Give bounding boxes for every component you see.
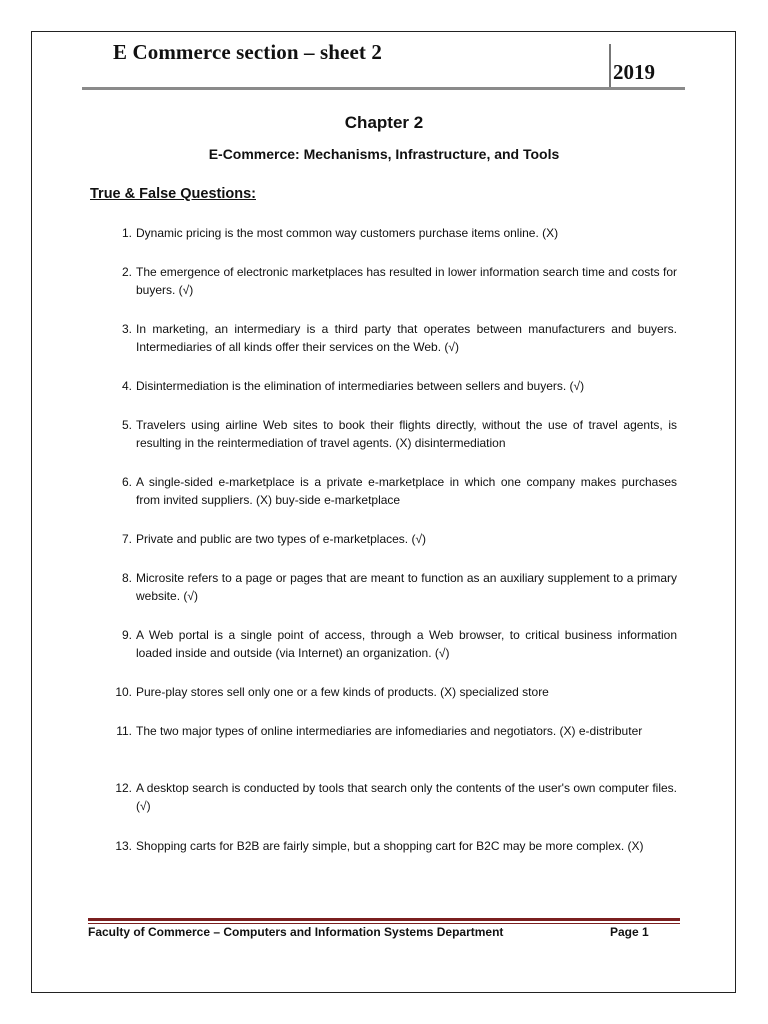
question-text: The two major types of online intermediaries are infomediaries and negotiators. (X) e-distributer xyxy=(136,724,643,738)
question-number: 2. xyxy=(121,265,132,279)
question-text: Dynamic pricing is the most common way customers purchase items online. (X) xyxy=(136,226,559,240)
question-number: 3. xyxy=(121,322,132,336)
question-number: 6. xyxy=(121,475,132,489)
question-item xyxy=(110,722,677,740)
chapter-subtitle: E-Commerce: Mechanisms, Infrastructure, and Tools xyxy=(208,146,560,162)
question-item xyxy=(110,224,677,242)
question-text: Shopping carts for B2B are fairly simple, but a shopping cart for B2C may be more complex. (X) xyxy=(136,839,644,853)
question-number: 1. xyxy=(121,226,132,240)
question-number: 11. xyxy=(116,724,132,738)
question-number: 7. xyxy=(121,532,132,546)
header-year: 2019 xyxy=(613,60,655,84)
section-heading: True & False Questions: xyxy=(90,186,256,202)
question-number: 5. xyxy=(121,418,132,432)
question-text: A Web portal is a single point of access, through a Web browser, to critical business information loaded inside and outside (via Internet) an organization. (√) xyxy=(136,628,677,660)
footer-rule-thin xyxy=(88,923,680,924)
question-item xyxy=(110,530,677,548)
question-item xyxy=(110,473,677,509)
chapter-title: Chapter 2 xyxy=(344,113,424,132)
question-text: Travelers using airline Web sites to book their flights directly, without the use of travel agents, is resulting in the reintermediation of travel agents. (X) disintermediation xyxy=(136,418,677,450)
question-text: In marketing, an intermediary is a third party that operates between manufacturers and buyers. Intermediaries of all kinds offer their services on the Web. (√) xyxy=(136,322,677,354)
question-text: A desktop search is conducted by tools that search only the contents of the user's own computer files. (√) xyxy=(136,781,677,813)
question-item xyxy=(110,320,677,356)
header-divider xyxy=(609,44,611,88)
question-number: 9. xyxy=(121,628,132,642)
question-number: 12. xyxy=(115,781,132,795)
header-rule xyxy=(82,87,685,90)
header-title: E Commerce section – sheet 2 xyxy=(113,40,382,64)
question-item xyxy=(110,263,677,299)
question-number: 8. xyxy=(121,571,132,585)
question-text: Disintermediation is the elimination of intermediaries between sellers and buyers. (√) xyxy=(136,379,585,393)
question-text: Microsite refers to a page or pages that are meant to function as an auxiliary supplement to a primary website. (√) xyxy=(136,571,677,603)
footer-page-number: Page 1 xyxy=(610,925,649,939)
question-item xyxy=(110,626,677,662)
question-text: Private and public are two types of e-marketplaces. (√) xyxy=(136,532,427,546)
question-number: 10. xyxy=(115,685,132,699)
question-item xyxy=(110,837,677,855)
question-number: 4. xyxy=(121,379,132,393)
question-item xyxy=(110,377,677,395)
question-item xyxy=(110,416,677,452)
question-text: Pure-play stores sell only one or a few kinds of products. (X) specialized store xyxy=(136,685,549,699)
question-number: 13. xyxy=(115,839,132,853)
footer-department: Faculty of Commerce – Computers and Information Systems Department xyxy=(88,925,504,939)
question-text: A single-sided e-marketplace is a private e-marketplace in which one company makes purchases from invited suppliers. (X) buy-side e-marketplace xyxy=(136,475,677,507)
question-item xyxy=(110,683,677,701)
question-item xyxy=(110,779,677,815)
footer-rule xyxy=(88,918,680,921)
question-item xyxy=(110,569,677,605)
question-text: The emergence of electronic marketplaces has resulted in lower information search time and costs for buyers. (√) xyxy=(136,265,677,297)
